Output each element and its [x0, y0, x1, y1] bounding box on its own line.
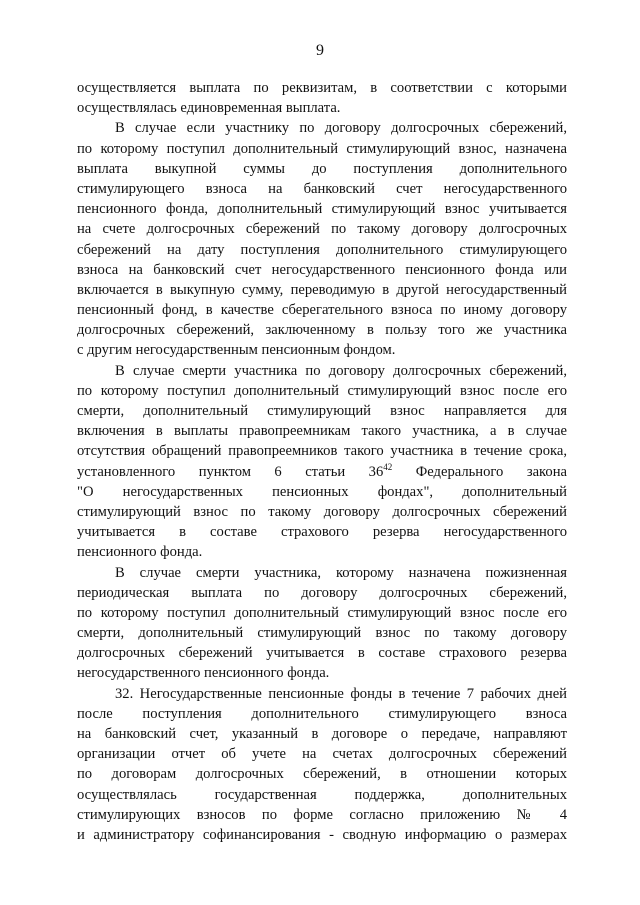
text-line — [77, 805, 567, 825]
text-line-content: на счете долгосрочных сбережений по такому договору долгосрочных — [77, 221, 567, 238]
page-number: 9 — [316, 42, 324, 59]
text-line — [77, 260, 567, 280]
text-line-content: выплата выкупной суммы до поступления дополнительного — [77, 160, 567, 177]
text-line-content: включается в выкупную сумму, переводимую в другой негосударственный — [77, 281, 567, 298]
text-line-content: осуществлялась единовременная выплата. — [77, 100, 341, 117]
text-line — [77, 684, 567, 704]
text-line — [77, 462, 567, 482]
text-line-content: смерти, дополнительный стимулирующий взнос направляется для — [77, 403, 567, 419]
text-line — [77, 320, 567, 340]
text-line — [77, 724, 567, 744]
text-line-content: 32. Негосударственные пенсионные фонды в течение 7 рабочих дней — [115, 685, 567, 702]
text-line-content: осуществляется выплата по реквизитам, в соответствии с которыми — [77, 80, 567, 96]
text-line-content: пенсионный фонд, в качестве сберегательного взноса по иному договору — [77, 302, 567, 319]
text-line-content: В случае если участнику по договору долгосрочных сбережений, — [115, 120, 567, 137]
text-line-content: периодическая выплата по договору долгосрочных сбережений, — [77, 584, 567, 601]
text-line-content: включения в выплаты правопреемникам такого участника, а в случае — [77, 423, 567, 440]
text-line — [77, 421, 567, 441]
text-line — [77, 300, 567, 320]
text-line — [77, 78, 567, 98]
text-line — [77, 219, 567, 239]
text-line — [77, 764, 567, 784]
text-line-content: стимулирующий взнос по такому договору долгосрочных сбережений — [77, 503, 567, 520]
text-line — [77, 785, 567, 805]
text-line — [77, 159, 567, 179]
text-line — [77, 704, 567, 724]
text-line — [77, 139, 567, 159]
text-line — [77, 563, 567, 583]
text-line-content: установленного пунктом 6 статьи 36 — [77, 463, 384, 480]
text-line — [77, 643, 567, 663]
text-line — [77, 502, 567, 522]
text-line-content: учитывается в составе страхового резерва негосударственного — [77, 524, 567, 541]
text-line-content: по которому поступил дополнительный стимулирующий взнос, назначена — [77, 140, 567, 157]
text-line-content: отсутствия обращений правопреемников такого участника в течение срока, — [77, 443, 567, 460]
text-line — [77, 280, 567, 300]
text-line-content: по договорам долгосрочных сбережений, в отношении которых — [77, 766, 567, 783]
text-line-content: долгосрочных сбережений, заключенному в пользу того же участника — [77, 322, 567, 339]
text-line-content: В случае смерти участника, которому назначена пожизненная — [115, 564, 567, 581]
text-line-content: пенсионного фонда. — [77, 544, 203, 561]
text-line — [77, 744, 567, 764]
text-line-content: пенсионного фонда, дополнительный стимулирующий взнос учитывается — [77, 201, 567, 218]
text-line-content: и администратору софинансирования - сводную информацию о размерах — [77, 826, 567, 843]
text-line-content: сбережений на дату поступления дополнительного стимулирующего — [77, 241, 567, 258]
text-line — [77, 542, 567, 562]
text-line — [77, 340, 567, 360]
text-line-content: долгосрочных сбережений учитывается в составе страхового резерва — [77, 645, 567, 662]
text-line-content: взноса на банковский счет негосударственного пенсионного фонда или — [77, 261, 567, 278]
text-line — [77, 401, 567, 421]
text-line-content: по которому поступил дополнительный стимулирующий взнос после его — [77, 382, 567, 399]
text-line — [77, 663, 567, 683]
text-line — [77, 98, 567, 118]
text-line-content: смерти, дополнительный стимулирующий взнос по такому договору — [77, 625, 567, 642]
text-line — [77, 603, 567, 623]
text-line-content: по которому поступил дополнительный стимулирующий взнос после его — [77, 604, 567, 621]
text-line — [77, 118, 567, 138]
superscript: 42 — [383, 461, 393, 472]
text-line-content: осуществлялась государственная поддержка, дополнительных — [77, 786, 567, 803]
text-line-content: негосударственного пенсионного фонда. — [77, 665, 330, 682]
text-line — [77, 240, 567, 260]
text-line — [77, 361, 567, 381]
text-line — [77, 482, 567, 502]
text-line-content: "О негосударственных пенсионных фондах", дополнительный — [77, 483, 567, 500]
text-line-content: стимулирующего взноса на банковский счет негосударственного — [77, 180, 567, 197]
text-line-content: после поступления дополнительного стимулирующего взноса — [77, 705, 567, 722]
text-line — [77, 441, 567, 461]
text-line — [77, 179, 567, 199]
text-line — [77, 381, 567, 401]
text-line — [77, 199, 567, 219]
text-line-continuation: Федерального закона — [392, 463, 567, 480]
text-line-content: В случае смерти участника по договору долгосрочных сбережений, — [115, 362, 567, 379]
text-line — [77, 623, 567, 643]
text-line — [77, 583, 567, 603]
text-line — [77, 522, 567, 542]
document-body — [77, 78, 567, 845]
text-line-content: на банковский счет, указанный в договоре о передаче, направляют — [77, 726, 567, 742]
text-line-content: с другим негосударственным пенсионным фондом. — [77, 342, 396, 359]
text-line-content: организации отчет об учете на счетах долгосрочных сбережений — [77, 746, 567, 763]
text-line — [77, 825, 567, 845]
text-line-content: стимулирующих взносов по форме согласно приложению № 4 — [77, 806, 567, 823]
